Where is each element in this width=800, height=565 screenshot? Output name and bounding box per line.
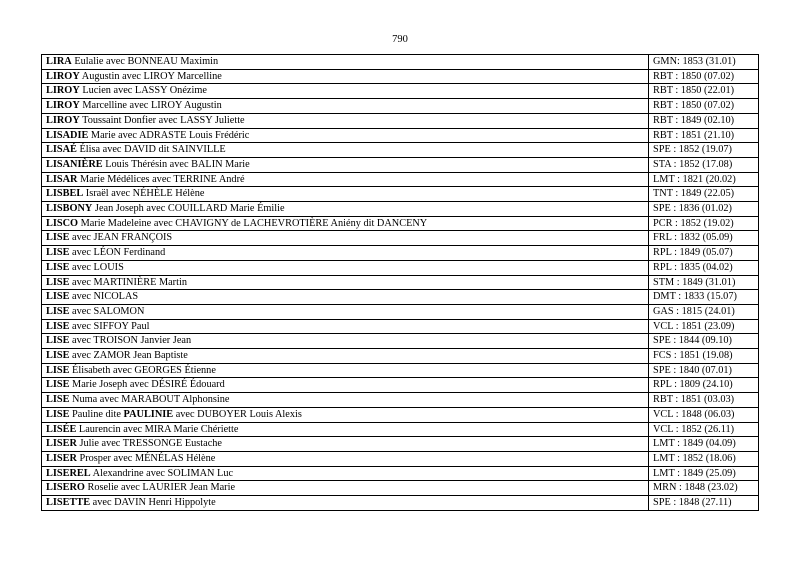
entry-name-cell xyxy=(42,304,649,319)
entry-reference-cell: GMN: 1853 (31.01) xyxy=(649,55,759,70)
entry-details: avec LÉON Ferdinand xyxy=(69,247,166,259)
entry-surname: LISAR xyxy=(46,173,78,185)
entry-surname: LISE xyxy=(46,364,70,376)
entry-name-cell xyxy=(42,275,649,290)
entry-details: Toussaint Donfier avec LASSY Juliette xyxy=(79,114,245,126)
entry-reference-cell: VCL : 1852 (26.11) xyxy=(649,422,759,437)
table-row xyxy=(42,437,759,452)
entry-surname: LISE xyxy=(46,408,70,420)
entry-details: Roselie avec LAURIER Jean Marie xyxy=(84,482,236,494)
entry-details: Marie avec ADRASTE Louis Frédéric xyxy=(88,129,250,141)
entry-reference-cell: STA : 1852 (17.08) xyxy=(649,157,759,172)
entry-reference-cell: VCL : 1848 (06.03) xyxy=(649,407,759,422)
table-row xyxy=(42,84,759,99)
marriage-register-table xyxy=(41,54,759,511)
table-row xyxy=(42,172,759,187)
entry-details: avec SALOMON xyxy=(69,305,145,317)
entry-details: Élisabeth avec GEORGES Étienne xyxy=(69,364,216,376)
entry-reference-cell: STM : 1849 (31.01) xyxy=(649,275,759,290)
entry-surname: LIROY xyxy=(46,100,80,112)
table-row xyxy=(42,128,759,143)
table-row xyxy=(42,143,759,158)
entry-reference-cell: RBT : 1850 (07.02) xyxy=(649,99,759,114)
entry-name-cell xyxy=(42,157,649,172)
entry-reference-cell: SPE : 1840 (07.01) xyxy=(649,363,759,378)
entry-name-cell xyxy=(42,496,649,511)
entry-reference-cell: PCR : 1852 (19.02) xyxy=(649,216,759,231)
entry-name-cell xyxy=(42,216,649,231)
table-row xyxy=(42,481,759,496)
table-row xyxy=(42,363,759,378)
entry-reference-cell: SPE : 1848 (27.11) xyxy=(649,496,759,511)
entry-name-cell xyxy=(42,202,649,217)
entry-details: Pauline dite xyxy=(69,408,124,420)
entry-name-cell xyxy=(42,69,649,84)
entry-reference-cell: RBT : 1851 (03.03) xyxy=(649,393,759,408)
entry-reference-cell: GAS : 1815 (24.01) xyxy=(649,304,759,319)
entry-details: Israël avec NÉHÈLE Hélène xyxy=(83,188,205,200)
entry-surname: LISE xyxy=(46,320,70,332)
entry-name-cell xyxy=(42,466,649,481)
entry-surname: LISE xyxy=(46,261,70,273)
table-row xyxy=(42,334,759,349)
entry-name-cell xyxy=(42,99,649,114)
table-row xyxy=(42,496,759,511)
entry-surname: LISADIE xyxy=(46,129,89,141)
entry-reference-cell: TNT : 1849 (22.05) xyxy=(649,187,759,202)
entry-name-cell xyxy=(42,260,649,275)
table-row xyxy=(42,393,759,408)
entry-name-cell xyxy=(42,437,649,452)
entry-name-cell xyxy=(42,246,649,261)
entry-reference-cell: LMT : 1821 (20.02) xyxy=(649,172,759,187)
entry-reference-cell: VCL : 1851 (23.09) xyxy=(649,319,759,334)
entry-name-cell xyxy=(42,231,649,246)
entry-details: Jean Joseph avec COUILLARD Marie Émilie xyxy=(92,203,285,215)
page-number: 790 xyxy=(392,34,408,45)
entry-details: Alexandrine avec SOLIMAN Luc xyxy=(90,467,234,479)
entry-surname: LISCO xyxy=(46,217,79,229)
entry-details: Louis Thérésin avec BALIN Marie xyxy=(102,158,250,170)
entry-surname: LISE xyxy=(46,350,70,362)
entry-surname: LIROY xyxy=(46,114,80,126)
entry-reference-cell: RBT : 1851 (21.10) xyxy=(649,128,759,143)
table-row xyxy=(42,349,759,364)
entry-surname: LISE xyxy=(46,305,70,317)
entry-details: avec SIFFOY Paul xyxy=(69,320,150,332)
table-row xyxy=(42,246,759,261)
entry-surname: LISÉE xyxy=(46,423,77,435)
table-row xyxy=(42,231,759,246)
entry-details: Numa avec MARABOUT Alphonsine xyxy=(69,394,230,406)
entry-details: avec LOUIS xyxy=(69,261,124,273)
entry-surname: LISE xyxy=(46,247,70,259)
entry-name-cell xyxy=(42,84,649,99)
entry-surname: LISE xyxy=(46,276,70,288)
entry-surname: LISE xyxy=(46,394,70,406)
entry-reference-cell: SPE : 1844 (09.10) xyxy=(649,334,759,349)
entry-name-cell xyxy=(42,319,649,334)
entry-name-cell xyxy=(42,481,649,496)
entry-reference-cell: SPE : 1852 (19.07) xyxy=(649,143,759,158)
entry-surname: LISER xyxy=(46,452,77,464)
entry-surname: LIRA xyxy=(46,56,72,67)
entry-details: Prosper avec MÉNÉLAS Hélène xyxy=(76,452,216,464)
entry-surname: LISAÉ xyxy=(46,144,77,156)
entry-reference-cell: MRN : 1848 (23.02) xyxy=(649,481,759,496)
table-row xyxy=(42,304,759,319)
entry-details: Marie Médélices avec TERRINE André xyxy=(77,173,245,185)
entry-surname: LISE xyxy=(46,379,70,391)
entry-name-cell xyxy=(42,363,649,378)
entry-name-cell xyxy=(42,55,649,70)
entry-details: Laurencin avec MIRA Marie Chériette xyxy=(76,423,239,435)
entry-details-continued: avec DUBOYER Louis Alexis xyxy=(173,408,302,420)
entry-surname: LIROY xyxy=(46,70,80,82)
entry-details: Julie avec TRESSONGE Eustache xyxy=(76,438,222,450)
entry-surname: LISE xyxy=(46,335,70,347)
entry-name-cell xyxy=(42,407,649,422)
entry-surname: LISE xyxy=(46,291,70,303)
entry-details: Marie Madeleine avec CHAVIGNY de LACHEVROTIÈRE Aniény dit DANCENY xyxy=(78,217,428,229)
entry-name-cell xyxy=(42,128,649,143)
entry-name-cell xyxy=(42,334,649,349)
entry-alias: PAULINIE xyxy=(123,408,174,420)
entry-reference-cell: RBT : 1849 (02.10) xyxy=(649,113,759,128)
table-row xyxy=(42,275,759,290)
entry-reference-cell: RPL : 1849 (05.07) xyxy=(649,246,759,261)
entry-name-cell xyxy=(42,349,649,364)
entry-reference-cell: DMT : 1833 (15.07) xyxy=(649,290,759,305)
entry-name-cell xyxy=(42,172,649,187)
entry-reference-cell: LMT : 1852 (18.06) xyxy=(649,451,759,466)
table-row xyxy=(42,99,759,114)
table-row xyxy=(42,69,759,84)
entry-reference-cell: RPL : 1809 (24.10) xyxy=(649,378,759,393)
table-row xyxy=(42,55,759,70)
entry-surname: LISETTE xyxy=(46,497,91,509)
entry-name-cell xyxy=(42,451,649,466)
entry-reference-cell: LMT : 1849 (25.09) xyxy=(649,466,759,481)
entry-details: Élisa avec DAVID dit SAINVILLE xyxy=(76,144,226,156)
entry-details: Augustin avec LIROY Marcelline xyxy=(79,70,222,82)
table-row xyxy=(42,378,759,393)
table-row xyxy=(42,290,759,305)
entry-name-cell xyxy=(42,422,649,437)
table-row xyxy=(42,187,759,202)
table-row xyxy=(42,202,759,217)
table-row xyxy=(42,466,759,481)
table-row xyxy=(42,451,759,466)
entry-details: Lucien avec LASSY Onézime xyxy=(79,85,207,97)
entry-details: avec NICOLAS xyxy=(69,291,139,303)
table-row xyxy=(42,319,759,334)
entry-reference-cell: FRL : 1832 (05.09) xyxy=(649,231,759,246)
entry-details: Marcelline avec LIROY Augustin xyxy=(79,100,222,112)
entry-details: avec MARTINIÈRE Martin xyxy=(69,276,187,288)
entry-details: avec DAVIN Henri Hippolyte xyxy=(90,497,216,509)
entry-reference-cell: LMT : 1849 (04.09) xyxy=(649,437,759,452)
entry-reference-cell: RBT : 1850 (07.02) xyxy=(649,69,759,84)
table-row xyxy=(42,157,759,172)
entry-reference-cell: RBT : 1850 (22.01) xyxy=(649,84,759,99)
table-row xyxy=(42,422,759,437)
entry-reference-cell: RPL : 1835 (04.02) xyxy=(649,260,759,275)
entry-surname: LISER xyxy=(46,438,77,450)
entry-details: Eulalie avec BONNEAU Maximin xyxy=(71,56,219,67)
entry-surname: LISEREL xyxy=(46,467,91,479)
entry-reference-cell: SPE : 1836 (01.02) xyxy=(649,202,759,217)
entry-surname: LISERO xyxy=(46,482,85,494)
entry-reference-cell: FCS : 1851 (19.08) xyxy=(649,349,759,364)
entry-surname: LIROY xyxy=(46,85,80,97)
entry-name-cell xyxy=(42,290,649,305)
table-row xyxy=(42,407,759,422)
entry-name-cell xyxy=(42,113,649,128)
entry-surname: LISE xyxy=(46,232,70,244)
entry-surname: LISBONY xyxy=(46,203,93,215)
entry-details: avec JEAN FRANÇOIS xyxy=(69,232,173,244)
entry-surname: LISBEL xyxy=(46,188,84,200)
entry-details: avec TROISON Janvier Jean xyxy=(69,335,192,347)
entry-details: avec ZAMOR Jean Baptiste xyxy=(69,350,188,362)
table-row xyxy=(42,260,759,275)
entry-name-cell xyxy=(42,378,649,393)
table-row xyxy=(42,113,759,128)
entry-name-cell xyxy=(42,393,649,408)
entry-name-cell xyxy=(42,143,649,158)
entry-details: Marie Joseph avec DÉSIRÉ Édouard xyxy=(69,379,225,391)
entry-surname: LISANIÈRE xyxy=(46,158,103,170)
entry-name-cell xyxy=(42,187,649,202)
table-row xyxy=(42,216,759,231)
register-body xyxy=(42,55,759,511)
